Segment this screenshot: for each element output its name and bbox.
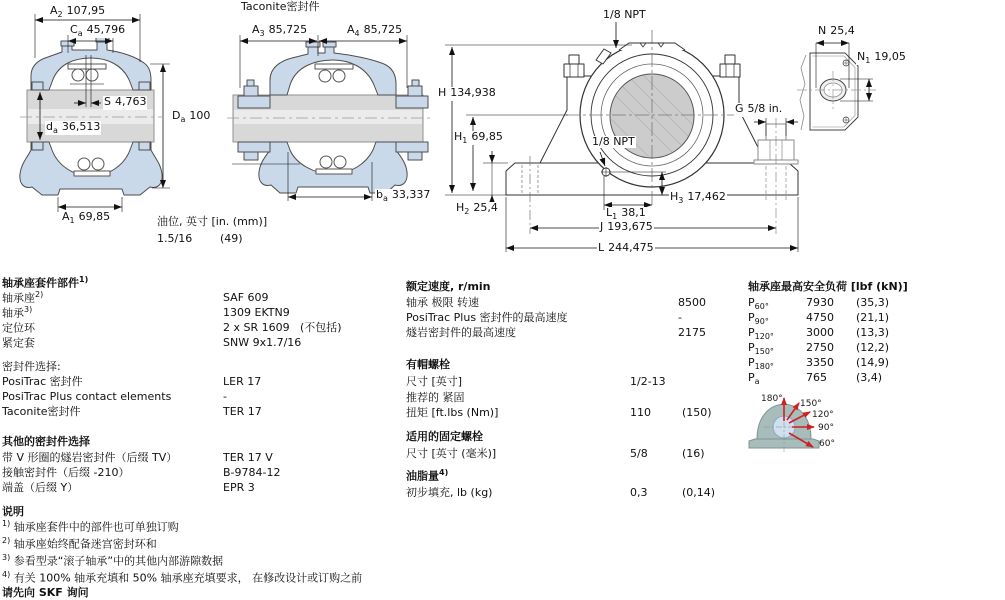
row-taconite-label: Taconite密封件 <box>2 405 81 418</box>
row-contact-seal-label: 接触密封件（后缀 -210） <box>2 466 130 479</box>
dim-npt-mid-label: 1/8 NPT <box>592 135 635 148</box>
row-taconite-v-label: 带 V 形圈的燧岩密封件（后缀 TV） <box>2 451 178 464</box>
row-torque-value2: (150) <box>682 406 712 419</box>
dim-h-label: H 134,938 <box>437 87 497 101</box>
notes-footer: 请先向 SKF 询问 <box>2 586 89 599</box>
row-bearing-value: 1309 EKTN9 <box>223 306 290 319</box>
cap-bolts-header: 有帽螺栓 <box>406 358 450 371</box>
note-2: $^{2)}$ 轴承座始终配备迷宫密封环和 <box>2 536 157 551</box>
housing-kit-header: 轴承座套件部件$^{1)}$ <box>2 275 89 290</box>
dim-ca-label: $C_a$ 45,796 <box>70 23 126 39</box>
row-sleeve-value: SNW 9x1.7/16 <box>223 336 302 349</box>
row-anchor-size-value1: 5/8 <box>630 447 648 460</box>
row-grease-fill-value2: (0,14) <box>682 486 716 499</box>
load-angle-90: 90° <box>818 423 834 433</box>
row-recommended-label: 推荐的 紧固 <box>406 391 465 404</box>
row-pa-v1: 765 <box>806 371 827 384</box>
load-angle-150: 150° <box>800 399 822 409</box>
seal-selection-subheader: 密封件选择: <box>2 360 61 373</box>
row-torque-value1: 110 <box>630 406 651 419</box>
row-grease-fill-label: 初步填充, lb (kg) <box>406 486 493 499</box>
row-locating-ring-label: 定位环 <box>2 321 35 335</box>
dim-a1-label: $A_1$ 69,85 <box>62 210 111 226</box>
row-positrac-value: LER 17 <box>223 375 262 388</box>
dim-g-label: G 5/8 in. <box>734 103 783 117</box>
row-housing-label: 轴承座$^{2)}$ <box>2 290 44 305</box>
dim-s-label: S 4,763 <box>103 96 147 110</box>
notes-title: 说明 <box>2 505 24 518</box>
dim-n1-label: $N_1$ 19,05 <box>857 50 906 66</box>
dim-a4-label: $A_4$ 85,725 <box>347 23 403 39</box>
row-p90-v1: 4750 <box>806 311 834 324</box>
row-p180-v1: 3350 <box>806 356 834 369</box>
dim-a3-label: $A_3$ 85,725 <box>252 23 308 39</box>
safe-load-header: 轴承座最高安全负荷 [lbf (kN)] <box>748 280 908 293</box>
row-p90-v2: (21,1) <box>856 311 890 324</box>
row-positrac-plus-label: PosiTrac Plus contact elements <box>2 390 172 403</box>
row-p120-v1: 3000 <box>806 326 834 339</box>
load-angle-120: 120° <box>812 410 834 420</box>
row-pa-v2: (3,4) <box>856 371 883 384</box>
row-p60-v1: 7930 <box>806 296 834 309</box>
drawing-taconite-section <box>227 35 431 204</box>
row-positrac-plus-value: - <box>223 390 227 403</box>
note-4: $^{4)}$ 有关 100% 轴承充填和 50% 轴承座充填要求， 在修改设计或订购之前 <box>2 570 363 585</box>
oil-level-label: 油位, 英寸 [in. (mm)] <box>157 215 268 228</box>
dim-a2-label: $A_2$ 107,95 <box>50 4 106 20</box>
dim-h3-label: $H_3$ 17,462 <box>670 190 726 206</box>
row-housing-value: SAF 609 <box>223 291 269 304</box>
row-anchor-size-value2: (16) <box>682 447 705 460</box>
row-pa-sym: $P_a$ <box>748 371 760 387</box>
dim-ba-label: $b_a$ 33,337 <box>376 188 431 204</box>
speed-header: 额定速度, r/min <box>406 280 491 293</box>
dim-da-label: $d_a$ 36,513 <box>46 120 101 136</box>
anchor-bolts-header: 适用的固定螺栓 <box>406 430 483 443</box>
row-taconite-v-value: TER 17 V <box>223 451 273 464</box>
row-bolt-size-label: 尺寸 [英寸] <box>406 375 463 388</box>
row-p60-v2: (35,3) <box>856 296 890 309</box>
dim-l-label: L 244,475 <box>597 242 655 256</box>
dim-h1-label: $H_1$ 69,85 <box>454 130 503 146</box>
row-p150-sym: $P_{150^\circ}$ <box>748 341 774 357</box>
oil-level-value-mm: (49) <box>220 232 243 245</box>
oil-level-value-in: 1.5/16 <box>157 232 193 245</box>
dim-j-label: J 193,675 <box>599 221 654 235</box>
row-contact-seal-value: B-9784-12 <box>223 466 281 479</box>
row-bolt-size-value: 1/2-13 <box>630 375 666 388</box>
note-3: $^{3)}$ 参看型录“滚子轴承”中的其他内部游隙数据 <box>2 553 224 568</box>
row-positrac-label: PosiTrac 密封件 <box>2 375 83 388</box>
other-seals-header: 其他的密封件选择 <box>2 435 90 448</box>
row-grease-fill-value1: 0,3 <box>630 486 648 499</box>
row-anchor-size-label: 尺寸 [英寸 (毫米)] <box>406 447 497 460</box>
dim-h2-label: $H_2$ 25,4 <box>456 201 498 217</box>
note-1: $^{1)}$ 轴承座套件中的部件也可单独订购 <box>2 519 179 534</box>
row-positrac-speed-value: - <box>678 311 682 324</box>
row-p90-sym: $P_{90^\circ}$ <box>748 311 769 327</box>
row-end-cover-label: 端盖（后缀 Y） <box>2 481 79 494</box>
dim-l1-label: $L_1$ 38,1 <box>606 206 646 222</box>
dim-n-label: N 25,4 <box>817 25 856 39</box>
row-p180-v2: (14,9) <box>856 356 890 369</box>
drawing-front-section <box>20 14 170 212</box>
row-locating-ring-note: (不包括) <box>300 321 342 334</box>
row-limit-speed-value: 8500 <box>678 296 706 309</box>
row-taconite-speed-value: 2175 <box>678 326 706 339</box>
row-positrac-speed-label: PosiTrac Plus 密封件的最高速度 <box>406 311 568 324</box>
row-p120-sym: $P_{120^\circ}$ <box>748 326 774 342</box>
row-p150-v2: (12,2) <box>856 341 890 354</box>
row-p180-sym: $P_{180^\circ}$ <box>748 356 774 372</box>
taconite-title: Taconite密封件 <box>241 0 320 13</box>
row-p150-v1: 2750 <box>806 341 834 354</box>
load-angle-60: 60° <box>819 439 835 449</box>
row-bearing-label: 轴承$^{3)}$ <box>2 305 33 320</box>
row-locating-ring-value: 2 x SR 1609 <box>223 321 290 334</box>
row-limit-speed-label: 轴承 极限 转速 <box>406 296 479 309</box>
row-taconite-speed-label: 燧岩密封件的最高速度 <box>406 326 516 339</box>
grease-header: 油脂量$^{4)}$ <box>406 468 449 483</box>
dim-npt-top-label: 1/8 NPT <box>603 8 646 21</box>
row-torque-label: 扭矩 [ft.lbs (Nm)] <box>406 406 499 419</box>
row-p120-v2: (13,3) <box>856 326 890 339</box>
load-angle-180: 180° <box>761 394 783 404</box>
dim-Da-label: $D_a$ 100 <box>172 109 211 125</box>
row-end-cover-value: EPR 3 <box>223 481 255 494</box>
row-taconite-value: TER 17 <box>223 405 262 418</box>
row-sleeve-label: 紧定套 <box>2 336 35 350</box>
row-p60-sym: $P_{60^\circ}$ <box>748 296 769 312</box>
